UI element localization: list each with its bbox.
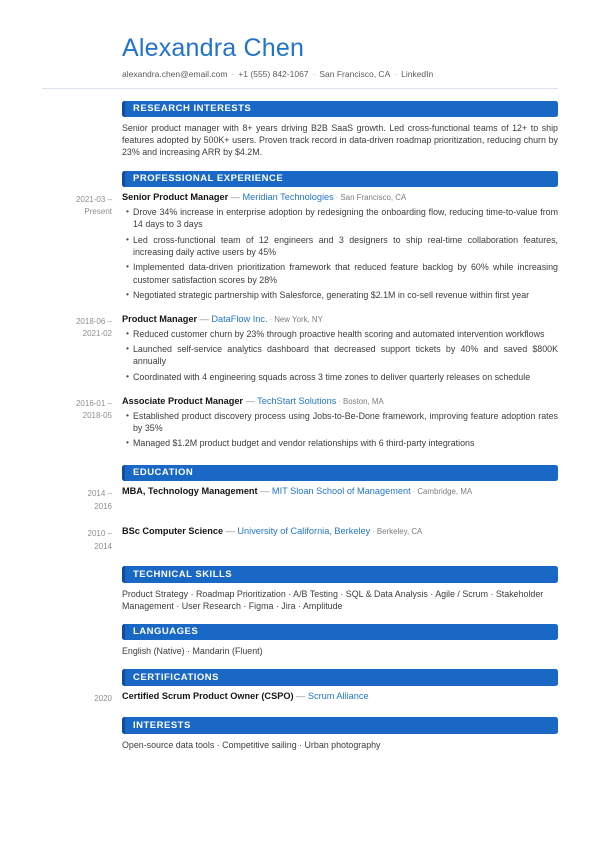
- cert-name: Certified Scrum Product Owner (CSPO): [122, 690, 294, 701]
- entry-dates: [42, 192, 112, 305]
- bullet-item: • Reduced customer churn by 23% through proactive health scoring and automated intervention workflows: [122, 328, 558, 340]
- date-start: 2021-03 –: [75, 195, 112, 205]
- bullet-icon: •: [126, 437, 129, 448]
- dash-separator: —: [260, 486, 270, 497]
- date-start: 2010 –: [87, 529, 112, 539]
- bullet-icon: •: [126, 371, 129, 382]
- linkedin-link[interactable]: LinkedIn: [401, 68, 434, 79]
- section-title-interests: INTERESTS: [122, 717, 558, 734]
- school-location: Cambridge, MA: [417, 487, 473, 497]
- job-role: Product Manager: [122, 313, 198, 324]
- certification-entry: [42, 691, 558, 705]
- dash-separator: —: [245, 395, 255, 406]
- section-interests: [42, 717, 558, 751]
- dash-separator: —: [230, 192, 240, 203]
- school-location: Berkeley, CA: [376, 527, 423, 537]
- interests-list: Open-source data tools · Competitive sailing · Urban photography: [122, 739, 381, 750]
- dot-separator: ·: [269, 314, 273, 324]
- dash-separator: —: [225, 526, 235, 537]
- date-end: 2016: [94, 501, 112, 511]
- entry-heading: [122, 314, 558, 326]
- bullet-icon: •: [126, 233, 129, 244]
- section-title-professional-experience: PROFESSIONAL EXPERIENCE: [122, 171, 558, 188]
- entry-dates: [42, 314, 112, 387]
- bullet-icon: •: [126, 289, 129, 300]
- dot-separator: ·: [335, 193, 339, 203]
- section-education: [42, 465, 558, 553]
- job-location: Boston, MA: [342, 396, 384, 406]
- entry-dates: [42, 691, 112, 705]
- job-location: New York, NY: [274, 314, 323, 324]
- school-link[interactable]: University of California, Berkeley: [237, 526, 371, 537]
- entry-heading: [122, 486, 558, 511]
- languages-list: English (Native) · Mandarin (Fluent): [122, 646, 263, 657]
- entry-heading: [122, 526, 558, 551]
- degree-name: BSc Computer Science: [122, 526, 224, 537]
- phone-text: +1 (555) 842-1067: [238, 68, 309, 79]
- bullet-item: • Led cross-functional team of 12 engineers and 3 designers to ship real-time collaboration features, increasing daily active users by 45%: [122, 234, 558, 258]
- section-languages: [42, 624, 558, 658]
- section-title-languages: LANGUAGES: [122, 624, 558, 641]
- company-link[interactable]: TechStart Solutions: [257, 395, 337, 406]
- bullet-icon: •: [126, 206, 129, 217]
- company-link[interactable]: DataFlow Inc.: [211, 313, 268, 324]
- section-certifications: [42, 669, 558, 705]
- dot-separator: ·: [338, 396, 341, 406]
- contact-separator: ·: [312, 68, 316, 79]
- entry-heading: [122, 396, 558, 408]
- bullet-item: • Established product discovery process using Jobs-to-Be-Done framework, improving feature adoption rates by 35%: [122, 410, 558, 434]
- bullet-item: • Negotiated strategic partnership with Salesforce, generating $2.1M in co-sell revenue within first year: [122, 289, 558, 301]
- summary-text: Senior product manager with 8+ years driving B2B SaaS growth. Led cross-functional teams of 12+ to ship features adopted by 500K+ users. Proven track record in data-driven roadmap prioritization, reducing churn by 23% and increasing ARR by $4.2M.: [122, 123, 558, 158]
- dot-separator: ·: [412, 487, 416, 497]
- bullet-icon: •: [126, 409, 129, 420]
- bullet-item: • Drove 34% increase in enterprise adoption by redesigning the onboarding flow, reducing time-to-value from 14 days to 3 days: [122, 206, 558, 230]
- section-professional-experience: [42, 171, 558, 453]
- job-role: Senior Product Manager: [122, 192, 229, 203]
- bullet-item: • Coordinated with 4 engineering squads across 3 time zones to deliver quarterly releases on schedule: [122, 371, 558, 383]
- date-start: 2014 –: [87, 489, 112, 499]
- contact-line: [122, 69, 558, 79]
- email-link[interactable]: alexandra.chen@email.com: [122, 68, 228, 79]
- cert-year: 2020: [94, 693, 112, 703]
- date-start: 2016-01 –: [75, 398, 112, 408]
- experience-entry: [42, 314, 558, 387]
- bullet-icon: •: [126, 343, 129, 354]
- dash-separator: —: [199, 313, 209, 324]
- dot-separator: ·: [372, 527, 375, 537]
- skills-list: Product Strategy · Roadmap Prioritization · A/B Testing · SQL & Data Analysis · Agile / Scrum · Stakeholder Management · User Research · Figma · Jira · Amplitude: [122, 588, 544, 611]
- bullet-item: • Launched self-service analytics dashboard that decreased support tickets by 40% and saved $800K annually: [122, 343, 558, 367]
- header-divider: [42, 88, 558, 89]
- bullet-icon: •: [126, 327, 129, 338]
- job-location: San Francisco, CA: [340, 193, 407, 203]
- bullet-item: • Managed $1.2M product budget and vendor relationships with 6 third-party integrations: [122, 437, 558, 449]
- section-title-technical-skills: TECHNICAL SKILLS: [122, 566, 558, 583]
- section-title-education: EDUCATION: [122, 465, 558, 482]
- section-title-research-interests: RESEARCH INTERESTS: [122, 101, 558, 118]
- degree-name: MBA, Technology Management: [122, 486, 258, 497]
- bullet-icon: •: [126, 261, 129, 272]
- dash-separator: —: [296, 690, 306, 701]
- entry-heading: [122, 691, 558, 703]
- contact-separator: ·: [394, 68, 398, 79]
- person-name: Alexandra Chen: [122, 34, 305, 62]
- resume-header: [42, 34, 558, 79]
- date-end: Present: [84, 207, 112, 217]
- entry-dates: [42, 396, 112, 453]
- experience-entry: [42, 396, 558, 453]
- bullet-item: • Implemented data-driven prioritization framework that reduced feature backlog by 60% while increasing customer satisfaction scores by 28%: [122, 261, 558, 285]
- section-technical-skills: [42, 566, 558, 612]
- location-text: San Francisco, CA: [319, 68, 391, 79]
- company-link[interactable]: Meridian Technologies: [242, 192, 334, 203]
- date-end: 2021-02: [82, 329, 112, 339]
- job-role: Associate Product Manager: [122, 395, 244, 406]
- section-title-certifications: CERTIFICATIONS: [122, 669, 558, 686]
- date-end: 2014: [94, 541, 112, 551]
- experience-entry: [42, 192, 558, 305]
- date-end: 2018-05: [82, 411, 112, 421]
- education-entry: [42, 526, 558, 553]
- school-link[interactable]: MIT Sloan School of Management: [271, 486, 411, 497]
- entry-dates: [42, 526, 112, 553]
- entry-heading: [122, 192, 558, 204]
- date-start: 2018-06 –: [75, 316, 112, 326]
- education-entry: [42, 486, 558, 513]
- section-research-interests: [42, 101, 558, 159]
- contact-separator: ·: [231, 68, 235, 79]
- cert-org-link[interactable]: Scrum Alliance: [307, 690, 369, 701]
- entry-dates: [42, 486, 112, 513]
